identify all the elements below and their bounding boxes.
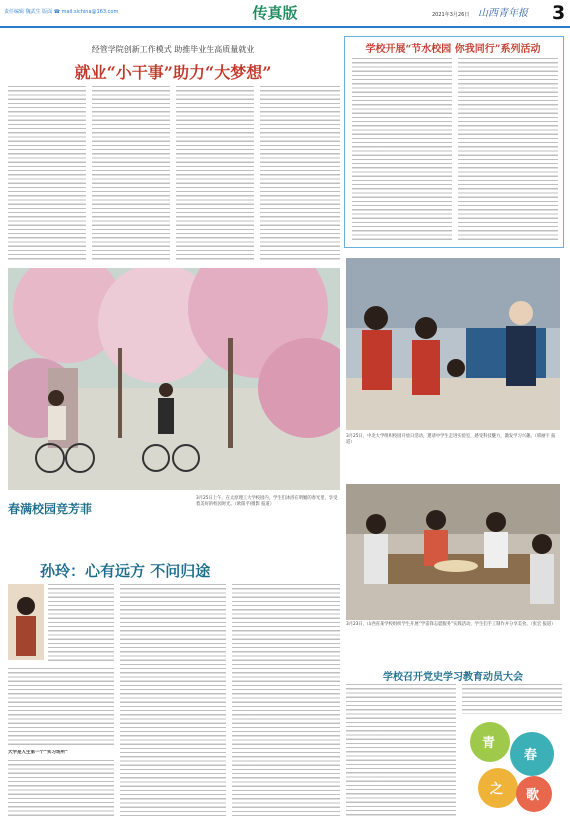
youth-logo-char1: 青	[482, 736, 496, 751]
volunteer-activity-photo	[346, 484, 560, 620]
lab-photo-caption: 3月25日，中北大学组织校园开放日活动，邀请中学生走进实验室，感受科技魅力，激发学习兴趣。（邢丽宇 报道）	[346, 434, 556, 445]
header-rule	[0, 26, 570, 28]
article-body-col2	[92, 86, 170, 262]
portrait-inset	[8, 584, 44, 660]
article2-headline: 孙玲：心有远方 不问归途	[40, 562, 211, 580]
youth-logo-char2: 春	[524, 748, 538, 763]
campus-blossom-photo	[8, 268, 340, 490]
issue-date: 2021年3月26日	[432, 12, 470, 18]
article2-body-col2	[120, 584, 226, 816]
article2-body-col1a	[48, 584, 114, 664]
article-body-col4	[260, 86, 340, 262]
article3-body-col2	[462, 684, 562, 714]
article2-body-col1b	[8, 668, 114, 748]
article-body-col1	[8, 86, 86, 262]
photo-caption-text: 3月25日上午，在太原理工大学校园内，学生们沐浴在明媚的春光里，享受着美好的校园时光。（欧阳平/摄影 报道）	[196, 496, 338, 507]
article2-body-col1c	[8, 760, 114, 816]
article3-body-col1	[346, 684, 456, 816]
youth-song-logo	[462, 716, 562, 816]
article2-body-col3	[232, 584, 340, 816]
article-body-col3	[176, 86, 254, 262]
lab-students-photo	[346, 258, 560, 430]
youth-logo-char3: 之	[490, 782, 504, 797]
article-kicker: 经管学院创新工作模式 助推毕业生高质量就业	[91, 45, 255, 54]
article3-headline: 学校召开党史学习教育动员大会	[383, 672, 523, 683]
header-meta: 责任编辑 魏武生 版面 ☎ mail:sichina@163.com	[4, 9, 119, 15]
article-headline: 就业“小干事”助力“大梦想”	[74, 63, 272, 82]
volunteer-photo-caption: 3月23日，山西省某学校组织学生开展“学雷锋志愿服务”实践活动，学生们手工制作并分享美食。（张宏 报道）	[346, 622, 556, 627]
sidebar-article-title: 学校开展“节水校园 你我同行”系列活动	[365, 44, 541, 55]
sidebar-body-col2	[458, 58, 558, 242]
article2-subhead: 大学是人生第一个“实习场所”	[8, 750, 68, 755]
page-header	[0, 0, 570, 26]
sidebar-body-col1	[352, 58, 452, 242]
newspaper-logo: 山西青年报	[478, 8, 528, 19]
photo-caption-title: 春满校园竞芳菲	[8, 502, 93, 516]
page-number: 3	[552, 2, 566, 24]
youth-logo-char4: 歌	[526, 788, 540, 803]
section-title: 传真版	[252, 4, 298, 22]
